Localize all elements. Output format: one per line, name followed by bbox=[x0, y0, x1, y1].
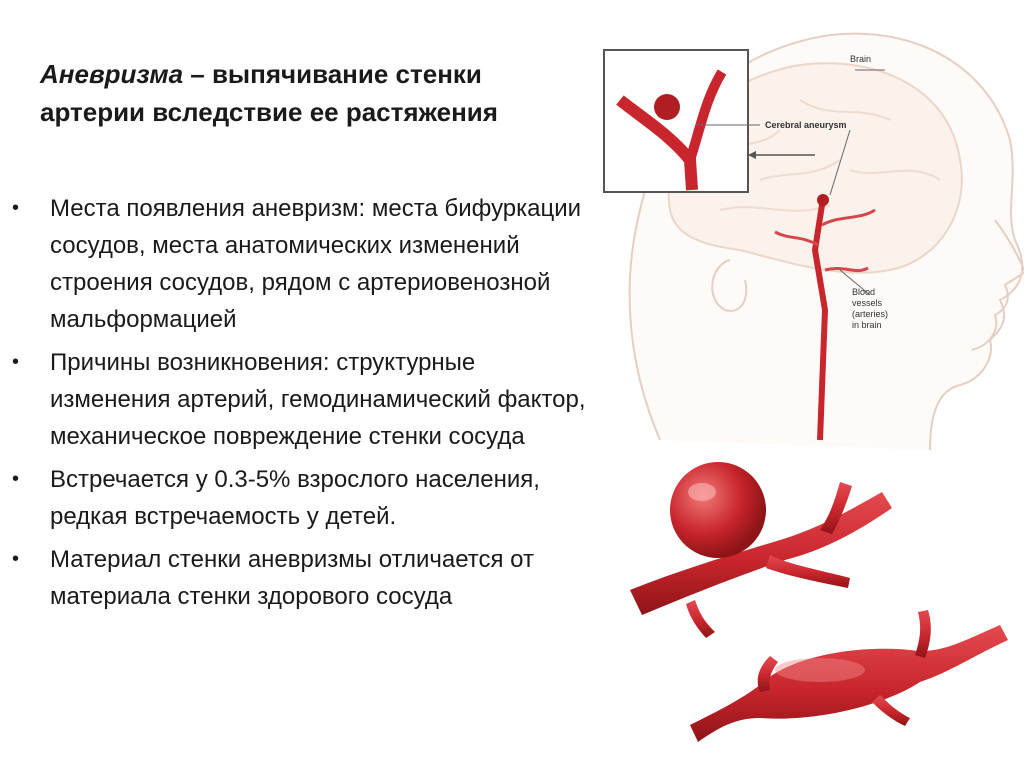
inset-box bbox=[604, 50, 748, 192]
fusiform-branch-bottom bbox=[872, 695, 910, 726]
bullet-item: • Причины возникновения: структурные изменения артерий, гемодинамический фактор, механическое повреждение стенки сосуда bbox=[0, 344, 600, 455]
bullet-item: • Материал стенки аневризмы отличается от материала стенки здорового сосуда bbox=[0, 541, 600, 615]
bullet-list bbox=[0, 190, 600, 621]
saccular-sac bbox=[670, 462, 766, 558]
label-vessels-3: (arteries) bbox=[852, 309, 889, 319]
head-illustration bbox=[600, 10, 1024, 455]
fusiform-vessel bbox=[690, 625, 1008, 742]
label-vessels-1: Blood bbox=[852, 287, 876, 297]
aneurysm-types-svg bbox=[620, 460, 1024, 760]
fusiform-aneurysm-illustration bbox=[690, 610, 1008, 742]
inset-aneurysm bbox=[654, 94, 680, 120]
title-definition: – выпячивание стенки артерии вследствие ее растяжения bbox=[40, 59, 498, 127]
slide-title bbox=[40, 55, 580, 131]
aneurysm-types-illustration bbox=[620, 460, 1024, 760]
label-vessels-2: vessels bbox=[852, 298, 883, 308]
saccular-branch-low bbox=[686, 600, 715, 638]
saccular-aneurysm-illustration bbox=[630, 462, 892, 638]
fusiform-highlight bbox=[775, 658, 865, 682]
bullet-item: • Места появления аневризм: места бифуркации сосудов, места анатомических изменений строения сосудов, рядом с артериовенозной мальформацией bbox=[0, 190, 600, 338]
label-vessels-4: in brain bbox=[852, 320, 882, 330]
head-illustration-svg bbox=[600, 10, 1024, 455]
title-term: Аневризма bbox=[40, 59, 184, 89]
small-aneurysm bbox=[817, 194, 829, 206]
label-aneurysm: Cerebral aneurysm bbox=[765, 120, 847, 130]
saccular-branch-mid bbox=[766, 555, 850, 588]
saccular-highlight bbox=[688, 483, 716, 501]
label-brain: Brain bbox=[850, 54, 872, 64]
bullet-item: • Встречается у 0.3-5% взрослого населения, редкая встречаемость у детей. bbox=[0, 461, 600, 535]
